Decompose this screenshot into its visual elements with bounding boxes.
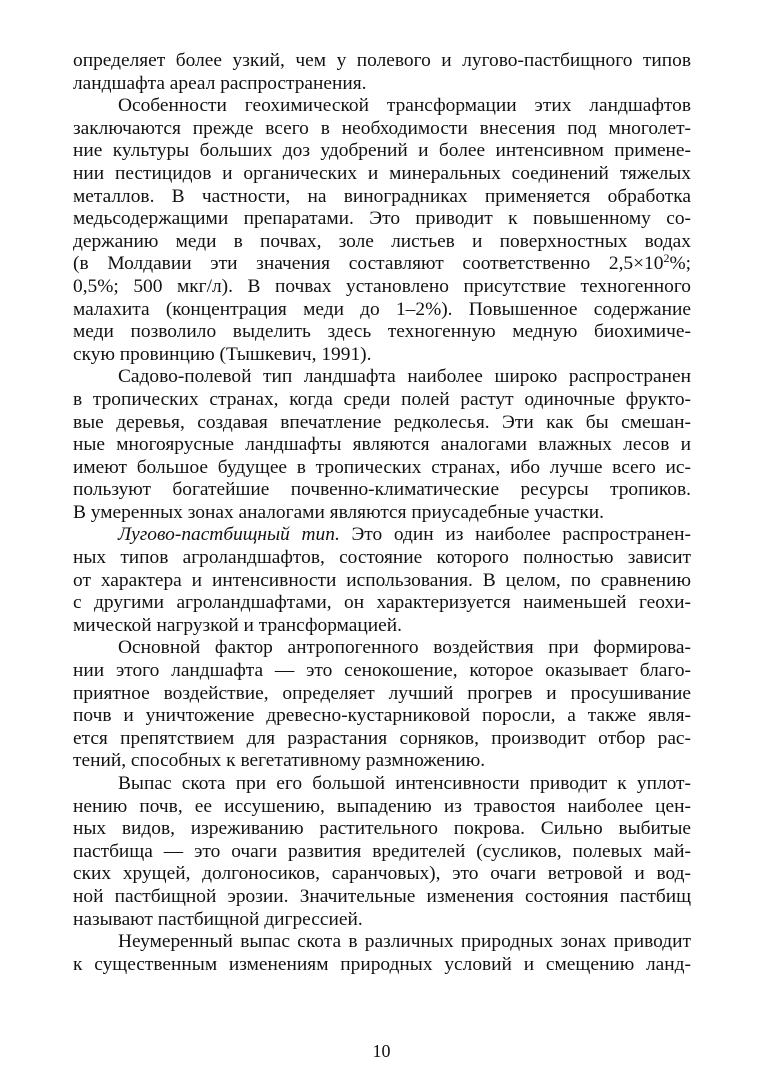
text-line: нии этого ландшафта — это сенокошение, которое оказывает благо-: [73, 660, 691, 682]
text-line: нии пестицидов и органических и минеральных соединений тяжелых: [73, 162, 691, 184]
text-line: почв и уничтожение древесно-кустарниковой поросли, а также явля-: [73, 705, 691, 727]
text-line: заключаются прежде всего в необходимости внесения под многолет-: [73, 117, 691, 139]
paragraph-6: [73, 773, 691, 931]
text-line: мической нагрузкой и трансформацией.: [73, 614, 402, 636]
text-line: ные многоярусные ландшафты являются аналогами влажных лесов и: [73, 434, 691, 456]
text-line: [73, 524, 691, 547]
formula-text-before: (в Молдавии эти значения составляют соответственно 2,5×10: [73, 253, 664, 275]
text-line: Основной фактор антропогенного воздействия при формирова-: [118, 637, 691, 659]
text-line: малахита (концентрация меди до 1–2%). Повышенное содержание: [73, 298, 691, 320]
text-line: ных видов, изреживанию растительного покрова. Сильно выбитые: [73, 818, 691, 840]
text-line: тений, способных к вегетативному размножению.: [73, 750, 486, 772]
formula-superscript: 2: [663, 251, 670, 266]
text-line-rest: Это один из наиболее распространен-: [339, 524, 691, 546]
text-line: металлов. В частности, на виноградниках применяется обработка: [73, 185, 691, 207]
text-line: в тропических странах, когда среди полей растут одиночные фрукто-: [73, 388, 691, 410]
text-line: вые деревья, создавая впечатление редколесья. Эти как бы смешан-: [73, 411, 691, 433]
text-line: ландшафта ареал распространения.: [73, 72, 367, 94]
paragraph-1: [73, 50, 691, 95]
text-line: 0,5%; 500 мкг/л). В почвах установлено присутствие техногенного: [73, 275, 691, 297]
text-line: пользуют богатейшие почвенно-климатические ресурсы тропиков.: [73, 479, 691, 501]
paragraph-3: [73, 366, 691, 524]
text-line: к существенным изменениям природных условий и смещению ланд-: [73, 953, 691, 975]
text-line: ских хрущей, долгоносиков, саранчовых), это очаги ветровой и вод-: [73, 863, 691, 885]
text-line: Неумеренный выпас скота в различных природных зонах приводит: [118, 931, 691, 953]
text-line: ется препятствием для разрастания сорняков, производит отбор рас-: [73, 727, 691, 749]
section-heading-italic: Лугово-пастбищный тип.: [118, 524, 340, 546]
text-line: нению почв, ее иссушению, выпадению из травостоя наиболее цен-: [73, 795, 691, 817]
text-line: держанию меди в почвах, золе листьев и поверхностных водах: [73, 230, 691, 252]
text-line: скую провинцию (Тышкевич, 1991).: [73, 343, 372, 365]
text-line: ных типов агроландшафтов, состояние которого полностью зависит: [73, 547, 691, 569]
text-line: от характера и интенсивности использования. В целом, по сравнению: [73, 569, 691, 591]
formula-line: [73, 253, 691, 276]
text-line: ной пастбищной эрозии. Значительные изменения состояния пастбищ: [73, 885, 691, 907]
text-line: Особенности геохимической трансформации этих ландшафтов: [118, 95, 691, 117]
paragraph-4: [73, 524, 691, 637]
text-line: определяет более узкий, чем у полевого и лугово-пастбищного типов: [73, 50, 691, 71]
text-line: ние культуры больших доз удобрений и более интенсивном примене-: [73, 140, 691, 162]
paragraph-2: [73, 95, 691, 366]
text-line: пастбища — это очаги развития вредителей (сусликов, полевых май-: [73, 840, 691, 862]
paragraph-5: [73, 637, 691, 773]
text-line: медьсодержащими препаратами. Это приводит к повышенному со-: [73, 208, 691, 230]
formula-text-after: %;: [669, 253, 691, 275]
text-line: называют пастбищной дигрессией.: [73, 908, 363, 930]
page-body: [73, 50, 691, 976]
text-line: меди позволило выделить здесь техногенную медную биохимиче-: [73, 321, 691, 343]
page-number: 10: [372, 1041, 391, 1061]
text-line: В умеренных зонах аналогами являются приусадебные участки.: [73, 501, 604, 523]
text-line: с другими агроландшафтами, он характеризуется наименьшей геохи-: [73, 592, 691, 614]
text-line: приятное воздействие, определяет лучший прогрев и просушивание: [73, 682, 691, 704]
text-line: имеют большое будущее в тропических странах, ибо лучше всего ис-: [73, 456, 691, 478]
paragraph-7: [73, 931, 691, 976]
text-line: Садово-полевой тип ландшафта наиболее широко распространен: [118, 366, 691, 388]
text-line: Выпас скота при его большой интенсивности приводит к уплот-: [118, 773, 691, 794]
